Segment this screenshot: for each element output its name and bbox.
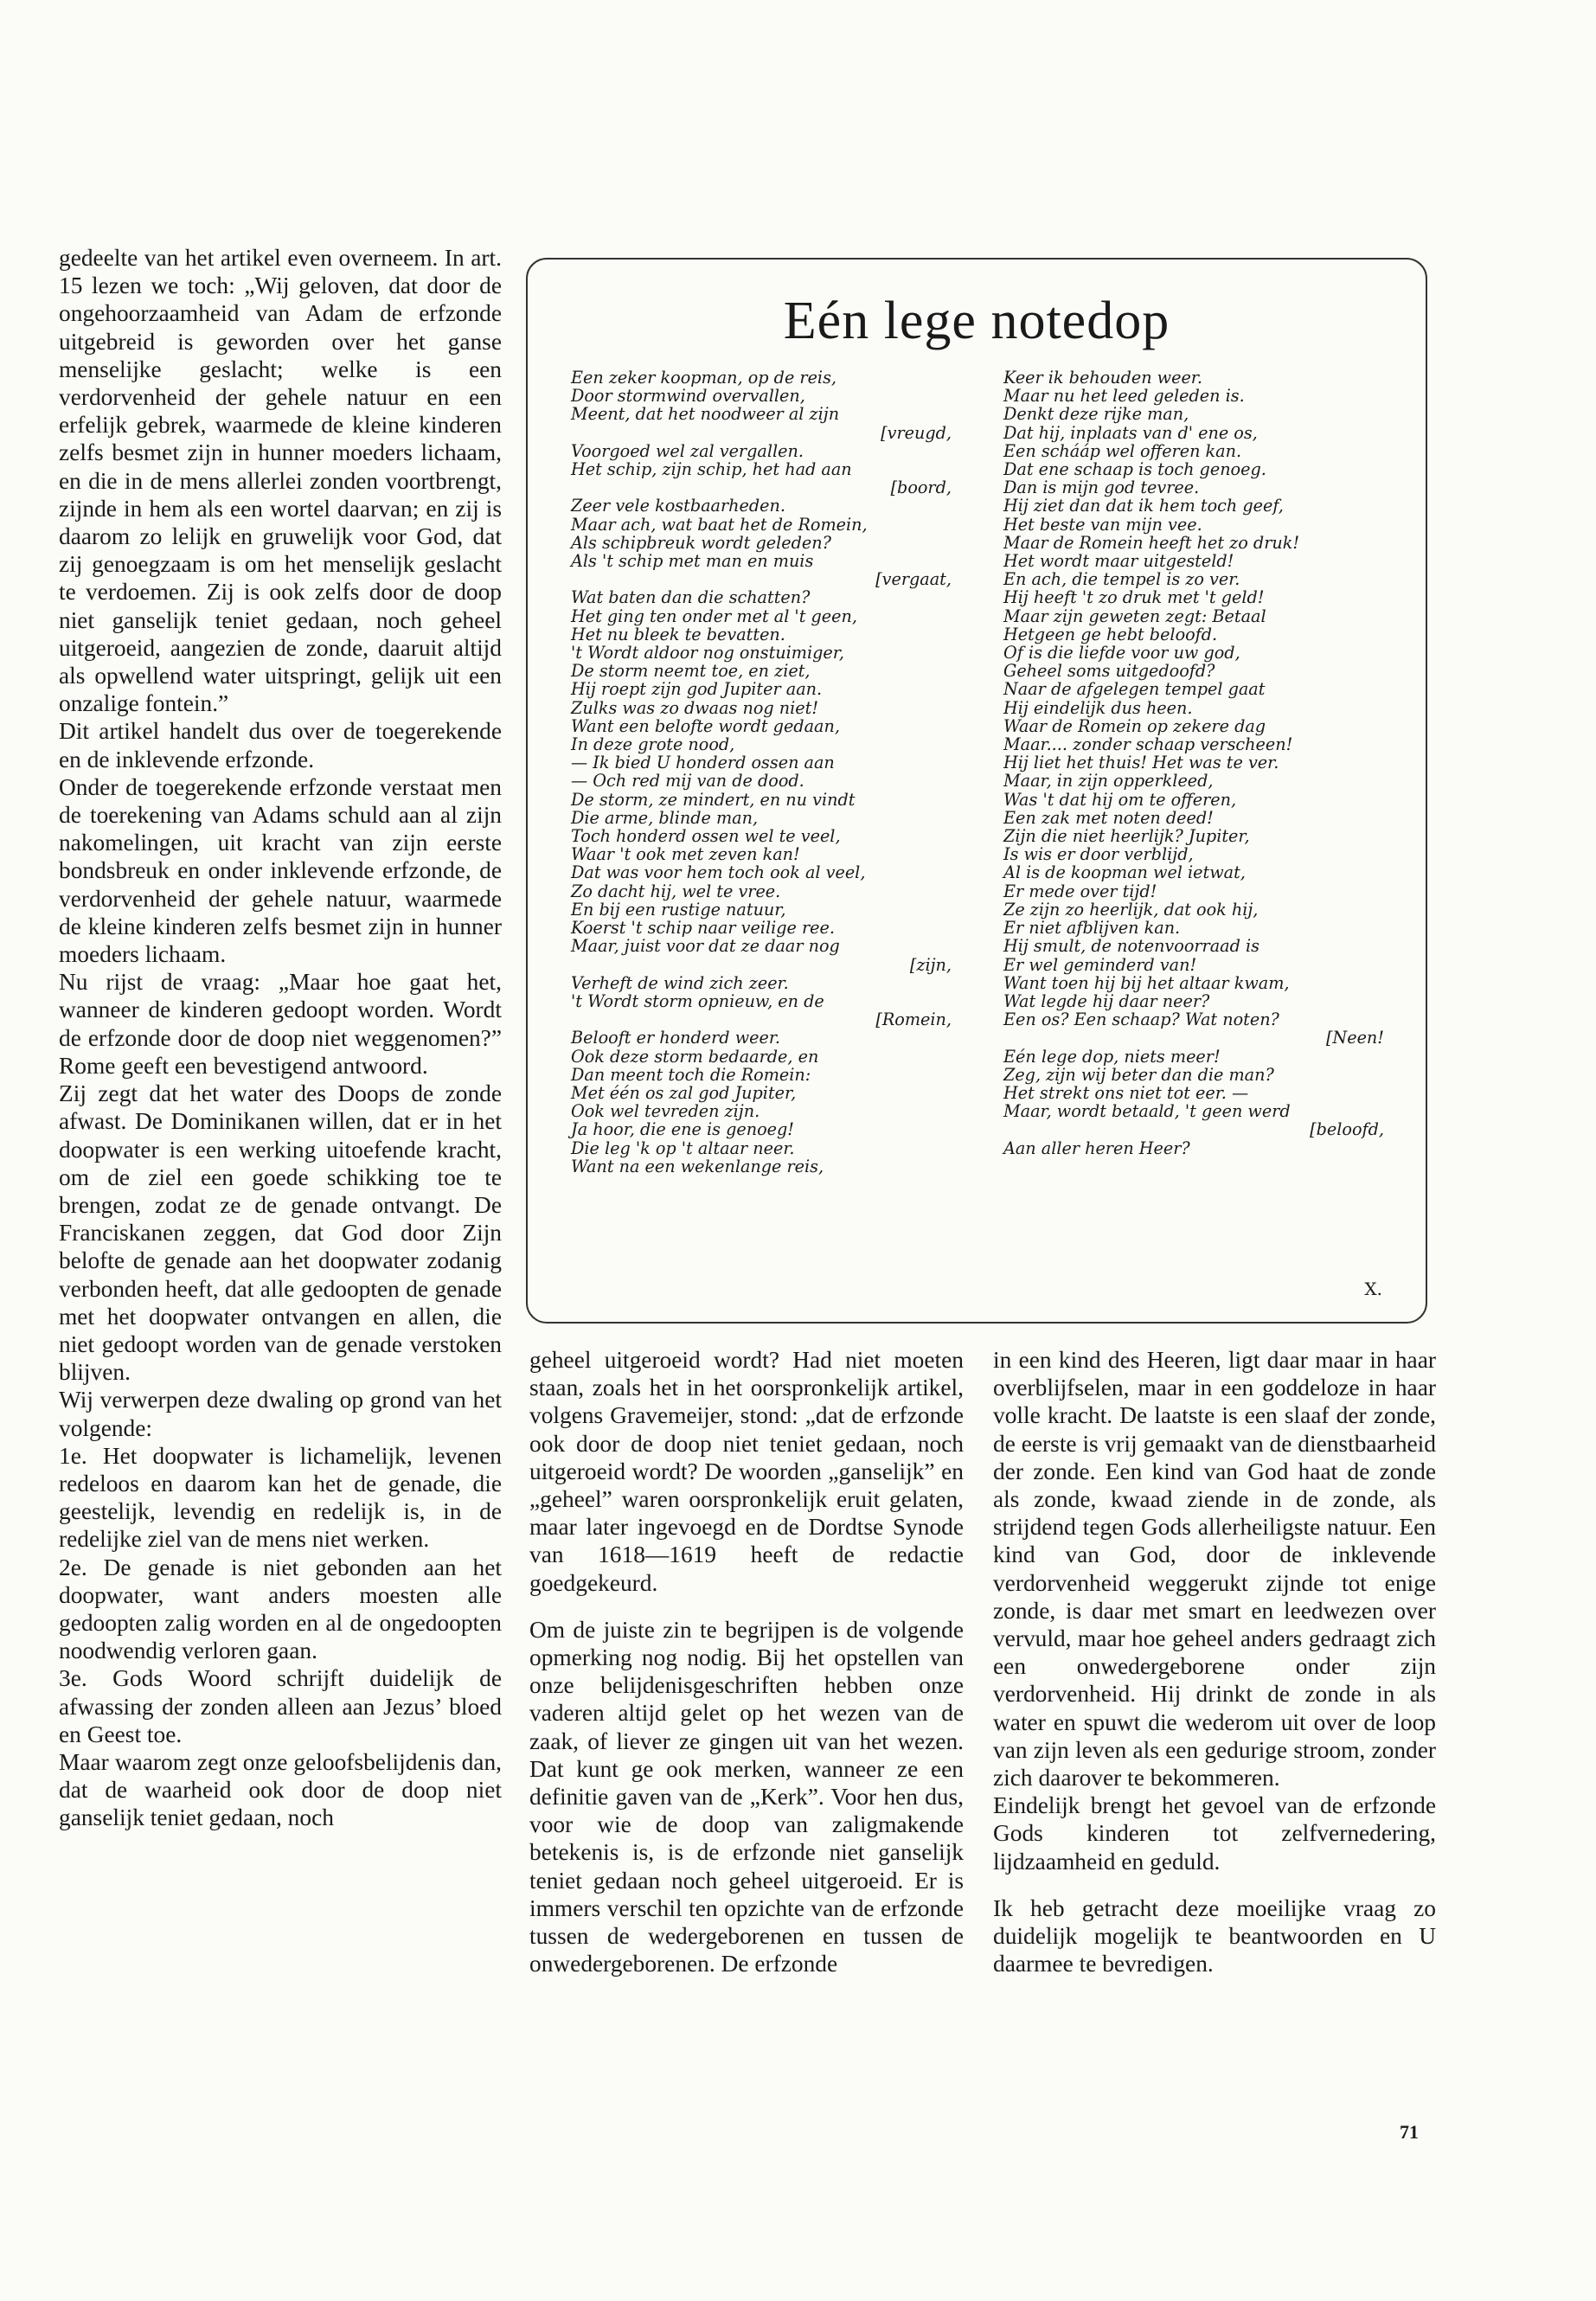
poem-line: Meent, dat het noodweer al zijn — [571, 404, 840, 425]
poem-line: Voorgoed wel zal vergallen. — [571, 440, 804, 461]
poem-line: Maar, in zijn opperkleed, — [1003, 771, 1214, 792]
poem-line: Aan aller heren Heer? — [1003, 1138, 1190, 1158]
poem-line: Zeg, zijn wij beter dan die man? — [1003, 1064, 1274, 1085]
paragraph: Wij verwerpen deze dwaling op grond van het volgende: — [59, 1387, 502, 1441]
poem-line: Er mede over tijd! — [1003, 881, 1157, 901]
poem-line: Door stormwind overvallen, — [571, 386, 805, 407]
poem-line: [Romein, — [875, 1009, 952, 1030]
poem-line: — Ik bied U honderd ossen aan — [571, 753, 835, 773]
poem-line: Een zeker koopman, op de reis, — [571, 368, 837, 388]
poem-line: Maar, wordt betaald, 't geen werd — [1003, 1101, 1291, 1122]
right-text-column — [993, 1346, 1436, 1977]
paragraph: Nu rijst de vraag: „Maar hoe gaat het, wanneer de kinderen gedoopt worden. Wordt de erfzonde door de doop niet weggenomen?” Rome geeft een bevestigend antwoord. — [59, 969, 502, 1079]
poem-box — [526, 258, 1427, 1324]
poem-line: Want toen hij bij het altaar kwam, — [1003, 972, 1290, 993]
poem-line: Hij eindelijk dus heen. — [1003, 697, 1193, 718]
poem-line: En bij een rustige natuur, — [571, 899, 786, 920]
poem-line: Het ging ten onder met al 't geen, — [571, 606, 857, 626]
poem-line: Als schipbreuk wordt geleden? — [571, 532, 831, 553]
poem-line: Het strekt ons niet tot eer. — — [1003, 1082, 1249, 1103]
poem-line: [boord, — [890, 478, 952, 498]
poem-line: Die arme, blinde man, — [571, 807, 759, 828]
poem-line: Het schip, zijn schip, het had aan — [571, 459, 852, 480]
poem-line: — Och red mij van de dood. — [571, 771, 804, 792]
paragraph: in een kind des Heeren, ligt daar maar in haar overblijfselen, maar in een goddeloze in haar volle kracht. De laatste is een slaaf der zonde, de eerste is vrij gemaakt van de dienstbaarheid der zonde. Een kind van God haat de zonde als zonde, kwaad ziende in de zonde, als strijdend tegen Gods allerheiligste natuur. Een kind van God, door de inklevende verdorvenheid weggerukt zijnde tot enige zonde, is daar met smart en leedwezen over vervuld, maar hoe geheel anders gedraagt zich een onwedergeborene onder zijn verdorvenheid. Hij drinkt de zonde in als water en spuwt die wederom uit over de loop van zijn leven als een gedurige stroom, zonder zich daarover te bekommeren. — [993, 1347, 1436, 1791]
left-text-column — [59, 244, 502, 1832]
poem-line: Denkt deze rijke man, — [1003, 404, 1189, 425]
poem-line: Zeer vele kostbaarheden. — [571, 496, 785, 516]
poem-line: Zulks was zo dwaas nog niet! — [571, 697, 819, 718]
poem-line: Want een belofte wordt gedaan, — [571, 715, 840, 736]
poem-line: Naar de afgelegen tempel gaat — [1003, 679, 1266, 700]
page-number: 71 — [1400, 2121, 1419, 2143]
poem-line: Er wel geminderd van! — [1003, 954, 1197, 975]
poem-line: Maar ach, wat baat het de Romein, — [571, 514, 868, 535]
poem-line: De storm neemt toe, en ziet, — [571, 661, 811, 682]
poem-line: [Neen! — [1325, 1028, 1384, 1048]
paragraph: geheel uitgeroeid wordt? Had niet moeten staan, zoals het in het oorspronkelijk artikel, volgens Gravemeijer, stond: „dat de erfzonde ook door de doop niet teniet gedaan, noch uitgeroeid wordt? De woorden „ganselijk” en „geheel” waren oorspronkelijk eruit gelaten, maar later ingevoegd en de Dordtse Synode van 1618—1619 heeft de redactie goedgekeurd. — [529, 1347, 964, 1596]
paragraph: Onder de toegerekende erfzonde verstaat men de toerekening van Adams schuld aan al zijn nakomelingen, uit kracht van zijn eerste bondsbreuk en onder inklevende erfzonde, de verdorvenheid der gehele natuur, waarmede de kleine kinderen zelfs besmet zijn in hunner moeders lichaam. — [59, 773, 502, 968]
poem-line: [zijn, — [909, 954, 952, 975]
poem-line: 't Wordt storm opnieuw, en de — [571, 990, 824, 1011]
poem-line: Dat was voor hem toch ook al veel, — [571, 862, 866, 883]
poem-signature: X. — [1364, 1279, 1382, 1299]
paragraph: 2e. De genade is niet gebonden aan het doopwater, want anders moesten alle gedoopten zalig worden en al de ongedoopten noodwendig verloren gaan. — [59, 1554, 502, 1664]
poem-line: Hij smult, de notenvoorraad is — [1003, 936, 1259, 957]
poem-line: Maar de Romein heeft het zo druk! — [1003, 532, 1300, 553]
poem-line: Toch honderd ossen wel te veel, — [571, 826, 841, 847]
poem-line: Een os? Een schaap? Wat noten? — [1003, 1009, 1279, 1030]
poem-line: Koerst 't schip naar veilige ree. — [571, 918, 835, 939]
poem-line: Want na een wekenlange reis, — [571, 1156, 824, 1176]
poem-line: Maar, juist voor dat ze daar nog — [571, 936, 840, 957]
poem-line: Als 't schip met man en muis — [571, 551, 814, 572]
poem-line: Maar.... zonder schaap verscheen! — [1003, 734, 1293, 755]
poem-line: Ze zijn zo heerlijk, dat ook hij, — [1003, 899, 1259, 920]
poem-line: Waar 't ook met zeven kan! — [571, 844, 800, 865]
poem-line: Keer ik behouden weer. — [1003, 368, 1202, 388]
poem-line: Waar de Romein op zekere dag — [1003, 715, 1266, 736]
poem-line: Of is die liefde voor uw god, — [1003, 643, 1240, 663]
poem-line: Belooft er honderd weer. — [571, 1028, 780, 1048]
poem-line: Zijn die niet heerlijk? Jupiter, — [1003, 826, 1250, 847]
poem-line: Maar nu het leed geleden is. — [1003, 386, 1245, 407]
paragraph: Maar waarom zegt onze geloofsbelijdenis dan, dat de waarheid ook door de doop niet ganselijk teniet gedaan, noch — [59, 1748, 502, 1831]
poem-line: Een schááp wel offeren kan. — [1003, 440, 1242, 461]
poem-line: Dat ene schaap is toch genoeg. — [1003, 459, 1266, 480]
poem-line: En ach, die tempel is zo ver. — [1003, 569, 1240, 590]
paragraph: Om de juiste zin te begrijpen is de volgende opmerking nog nodig. Bij het opstellen van onze belijdenisgeschriften hebben onze vaderen altijd gelet op het wezen van de zaak, of liever ze gingen uit van het wezen. Dat kunt ge ook merken, wanneer ze een definitie gaven van de „Kerk”. Voor hen dus, voor wie de doop van zaligmakende betekenis is, is de erfzonde niet ganselijk teniet gedaan noch geheel uitgeroeid. Er is immers verschil ten opzichte van de erfzonde tussen de wedergeborenen en tussen de onwedergeborenen. De erfzonde — [529, 1616, 964, 1977]
poem-line: [vergaat, — [875, 569, 952, 590]
poem-line: Zo dacht hij, wel te vree. — [571, 881, 781, 901]
paragraph: Zij zegt dat het water des Doops de zonde afwast. De Dominikanen willen, dat er in het doopwater is een werking uitoefende kracht, om de ziel een goede schikking toe te brengen, zodat ze de genade ontvangt. De Franciskanen zeggen, dat God door Zijn belofte de genade aan het doopwater zodanig verbonden heeft, dat alle gedoopten de genade met het doopwater ontvangen en allen, die niet gedoopt worden van de genade verstoken blijven. — [59, 1080, 502, 1386]
poem-line: 't Wordt aldoor nog onstuimiger, — [571, 643, 844, 663]
paragraph: gedeelte van het artikel even overneem. In art. 15 lezen we toch: „Wij geloven, dat door de ongehoorzaamheid van Adam de erfzonde uitgebreid is geworden over het ganse menselijke geslacht; welke is een verdorvenheid der gehele natuur en een erfelijk gebrek, waarmede de kleine kinderen zelfs besmet zijn in hunner moeders lichaam, en die in de mens allerlei zonden voortbrengt, zijnde in hem als een wortel daarvan; en zij is daarom zo lelijk en gruwelijk voor God, dat zij genoegzaam is om het menselijk geslacht te verdoemen. Zij is ook zelfs door de doop niet ganselijk teniet gedaan, noch geheel uitgeroeid, aangezien de zonde, daaruit altijd als opwellend water uitspringt, gelijk uit een onzalige fontein.” — [59, 245, 502, 717]
poem-line: Wat baten dan die schatten? — [571, 587, 811, 608]
poem-line: Het wordt maar uitgesteld! — [1003, 551, 1234, 572]
middle-text-column — [529, 1346, 964, 1977]
poem-line: Is wis er door verblijd, — [1003, 844, 1194, 865]
poem-line: De storm, ze mindert, en nu vindt — [571, 789, 856, 810]
poem-line: Het beste van mijn vee. — [1003, 514, 1202, 535]
poem-right-column — [1003, 369, 1384, 1157]
poem-line: Die leg 'k op 't altaar neer. — [571, 1138, 795, 1158]
poem-line: In deze grote nood, — [571, 734, 735, 755]
poem-line: Dat hij, inplaats van d' ene os, — [1003, 422, 1258, 443]
paragraph: Eindelijk brengt het gevoel van de erfzonde Gods kinderen tot zelfvernedering, lijdzaamheid en geduld. — [993, 1792, 1436, 1875]
poem-line: Dan meent toch die Romein: — [571, 1064, 811, 1085]
poem-line: Ook wel tevreden zijn. — [571, 1101, 760, 1122]
poem-left-column — [571, 369, 952, 1176]
poem-line: [vreugd, — [881, 422, 952, 443]
paragraph: 3e. Gods Woord schrijft duidelijk de afwassing der zonden alleen aan Jezus’ bloed en Geest toe. — [59, 1665, 502, 1747]
paragraph: 1e. Het doopwater is lichamelijk, levenen redeloos en daarom kan het de genade, die geestelijk, levendig en redelijk is, in de redelijke ziel van de mens niet werken. — [59, 1442, 502, 1553]
poem-title: Eén lege notedop — [783, 292, 1170, 350]
poem-line: Hij ziet dan dat ik hem toch geef, — [1003, 496, 1284, 516]
paragraph: Dit artikel handelt dus over de toegerekende en de inklevende erfzonde. — [59, 718, 502, 772]
poem-line: Hij heeft 't zo druk met 't geld! — [1003, 587, 1265, 608]
poem-line: Wat legde hij daar neer? — [1003, 990, 1210, 1011]
poem-line: Het nu bleek te bevatten. — [571, 624, 785, 644]
poem-line: Dan is mijn god tevree. — [1003, 478, 1200, 498]
poem-line: [beloofd, — [1310, 1119, 1384, 1140]
poem-line: Ook deze storm bedaarde, en — [571, 1046, 819, 1067]
poem-line: Verheft de wind zich zeer. — [571, 972, 789, 993]
poem-line: Een zak met noten deed! — [1003, 807, 1214, 828]
poem-line: Al is de koopman wel ietwat, — [1003, 862, 1246, 883]
poem-line: Met één os zal god Jupiter, — [571, 1082, 797, 1103]
poem-line: Hetgeen ge hebt beloofd. — [1003, 624, 1218, 644]
poem-line: Hij liet het thuis! Het was te ver. — [1003, 753, 1279, 773]
poem-line: Was 't dat hij om te offeren, — [1003, 789, 1237, 810]
poem-line: Maar zijn geweten zegt: Betaal — [1003, 606, 1266, 626]
poem-line: Ja hoor, die ene is genoeg! — [571, 1119, 794, 1140]
poem-line: Eén lege dop, niets meer! — [1003, 1046, 1221, 1067]
paragraph: Ik heb getracht deze moeilijke vraag zo duidelijk mogelijk te beantwoorden en U daarmee te bevredigen. — [993, 1894, 1436, 1977]
poem-line: Geheel soms uitgedoofd? — [1003, 661, 1215, 682]
poem-line: Hij roept zijn god Jupiter aan. — [571, 679, 823, 700]
poem-line: Er niet afblijven kan. — [1003, 918, 1181, 939]
